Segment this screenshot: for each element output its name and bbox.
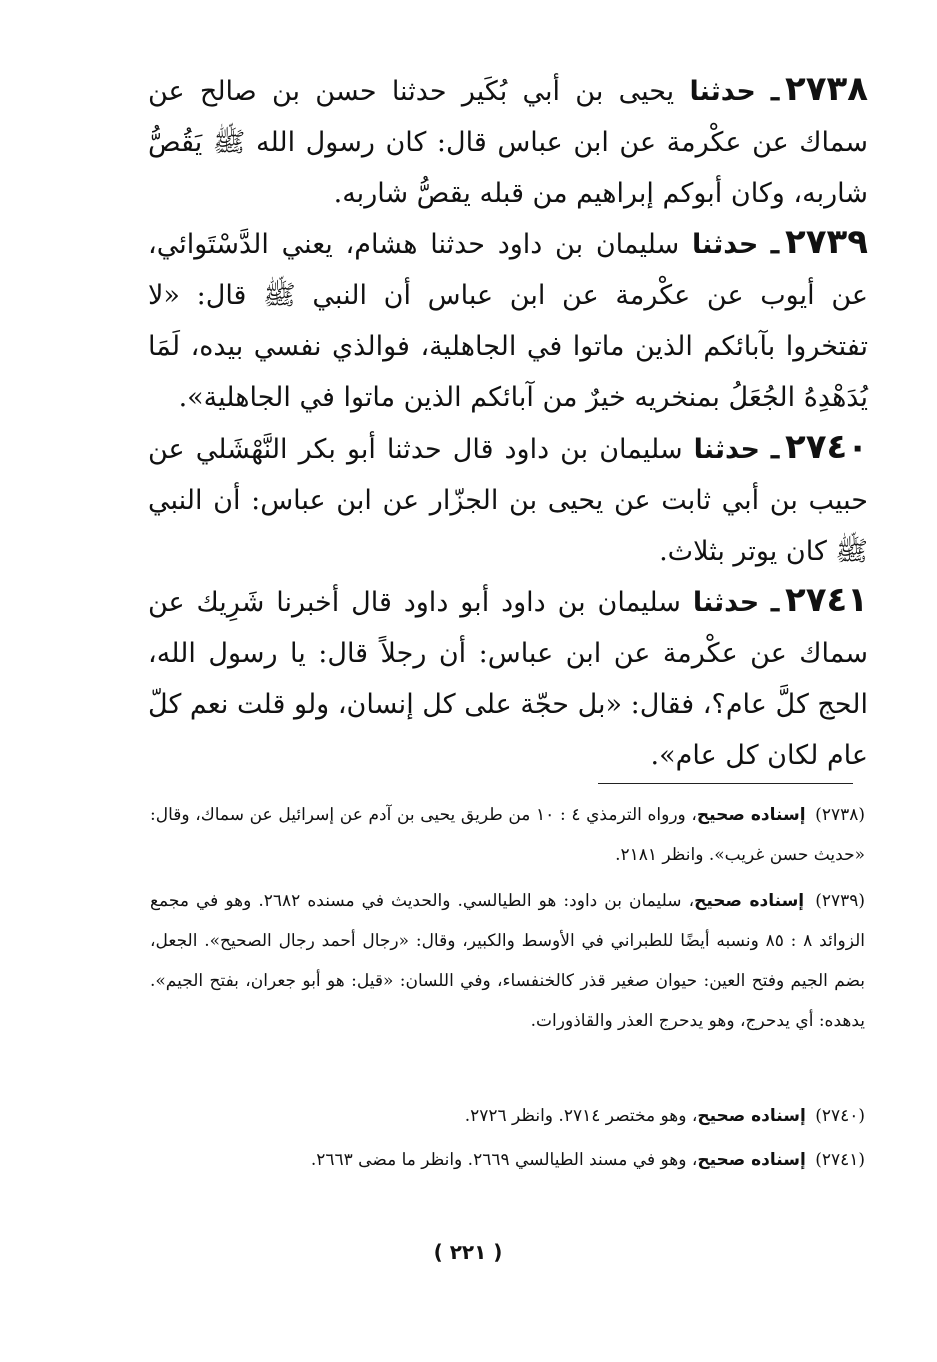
page-number: ( ٢٢١ ) <box>433 1240 503 1264</box>
footnote-2740 <box>150 1096 865 1136</box>
hadith-number: ٢٧٤٠ <box>784 427 868 467</box>
footnote-2738 <box>150 795 865 875</box>
hadith-text: سليمان بن داود أبو داود قال أخبرنا شَرِيك عن سماك عن عكْرمة عن ابن عباس: أن رجلاً قال: يا رسول الله، الحج كلَّ عام؟، فقال: «بل حجّة على كل إنسان، ولو قلت نعم كلّ عام لكان كل عام». <box>148 587 868 771</box>
hadith-keyword: حدثنا <box>693 434 761 465</box>
footnote-keyword: إسناده صحيح <box>696 805 806 825</box>
footnote-2739 <box>150 881 865 1041</box>
footnote-keyword: إسناده صحيح <box>697 1106 806 1126</box>
footnote-text: ، سليمان بن داود: هو الطيالسي. والحديث في مسنده ٢٦٨٢. وهو في مجمع الزوائد ٨ : ٨٥ ونسبه أيضًا للطبراني في الأوسط والكبير، وقال: «رجال أحمد رجال الصحيح». الجعل، بضم الجيم وفتح العين: حيوان صغير قذر كالخنفساء، وفي اللسان: «قيل: هو أبو جعران، بفتح الجيم». يدهده: أي يدحرج، وهو يدحرج العذر والقاذورات. <box>150 891 865 1031</box>
hadith-number: ٢٧٣٨ <box>784 69 868 109</box>
hadith-keyword: حدثنا <box>692 587 760 618</box>
hadith-dash: ـ <box>771 587 779 618</box>
footnote-2741 <box>150 1140 865 1180</box>
hadith-2738 <box>148 64 868 219</box>
footnote-keyword: إسناده صحيح <box>694 891 805 911</box>
footnote-ref: (٢٧٤١) <box>815 1150 865 1170</box>
hadith-number: ٢٧٣٩ <box>784 222 868 262</box>
footnote-ref: (٢٧٤٠) <box>815 1106 865 1126</box>
hadith-text: سليمان بن داود حدثنا هشام، يعني الدَّسْتَوائي، عن أيوب عن عكْرمة عن ابن عباس أن النبي ﷺ قال: «لا تفتخروا بآبائكم الذين ماتوا في الجاهلية، فوالذي نفسي بيده، لَمَا يُدَهْدِهُ الجُعَلُ بمنخريه خيرٌ من آبائكم الذين ماتوا في الجاهلية». <box>148 229 868 413</box>
hadith-text: يحيى بن أبي بُكَير حدثنا حسن بن صالح عن سماك عن عكْرمة عن ابن عباس قال: كان رسول الله ﷺ يَقُصُّ شاربه، وكان أبوكم إبراهيم من قبله يقصُّ شاربه. <box>148 76 868 209</box>
hadith-text: سليمان بن داود قال حدثنا أبو بكر النَّهْشَلي عن حبيب بن أبي ثابت عن يحيى بن الجزّار عن ابن عباس: أن النبي ﷺ كان يوتر بثلاث. <box>148 434 868 567</box>
hadith-keyword: حدثنا <box>689 76 756 107</box>
footnote-text: ، وهو مختصر ٢٧١٤. وانظر ٢٧٢٦. <box>464 1106 698 1126</box>
hadith-2740 <box>148 422 868 577</box>
footnote-text: ، ورواه الترمذي ٤ : ١٠ من طريق يحيى بن آدم عن إسرائيل عن سماك، وقال: «حديث حسن غريب». وانظر ٢١٨١. <box>150 805 865 865</box>
hadith-dash: ـ <box>771 229 779 260</box>
footnote-keyword: إسناده صحيح <box>697 1150 806 1170</box>
footnote-divider <box>598 783 853 784</box>
hadith-dash: ـ <box>771 76 779 107</box>
hadith-dash: ـ <box>771 434 779 465</box>
hadith-2739 <box>148 217 868 423</box>
hadith-number: ٢٧٤١ <box>785 580 869 620</box>
footnote-ref: (٢٧٣٨) <box>815 805 865 825</box>
footnote-ref: (٢٧٣٩) <box>815 891 866 911</box>
hadith-2741 <box>148 575 868 781</box>
hadith-keyword: حدثنا <box>691 229 759 260</box>
footnote-text: ، وهو في مسند الطيالسي ٢٦٦٩. وانظر ما مضى ٢٦٦٣. <box>310 1150 698 1170</box>
